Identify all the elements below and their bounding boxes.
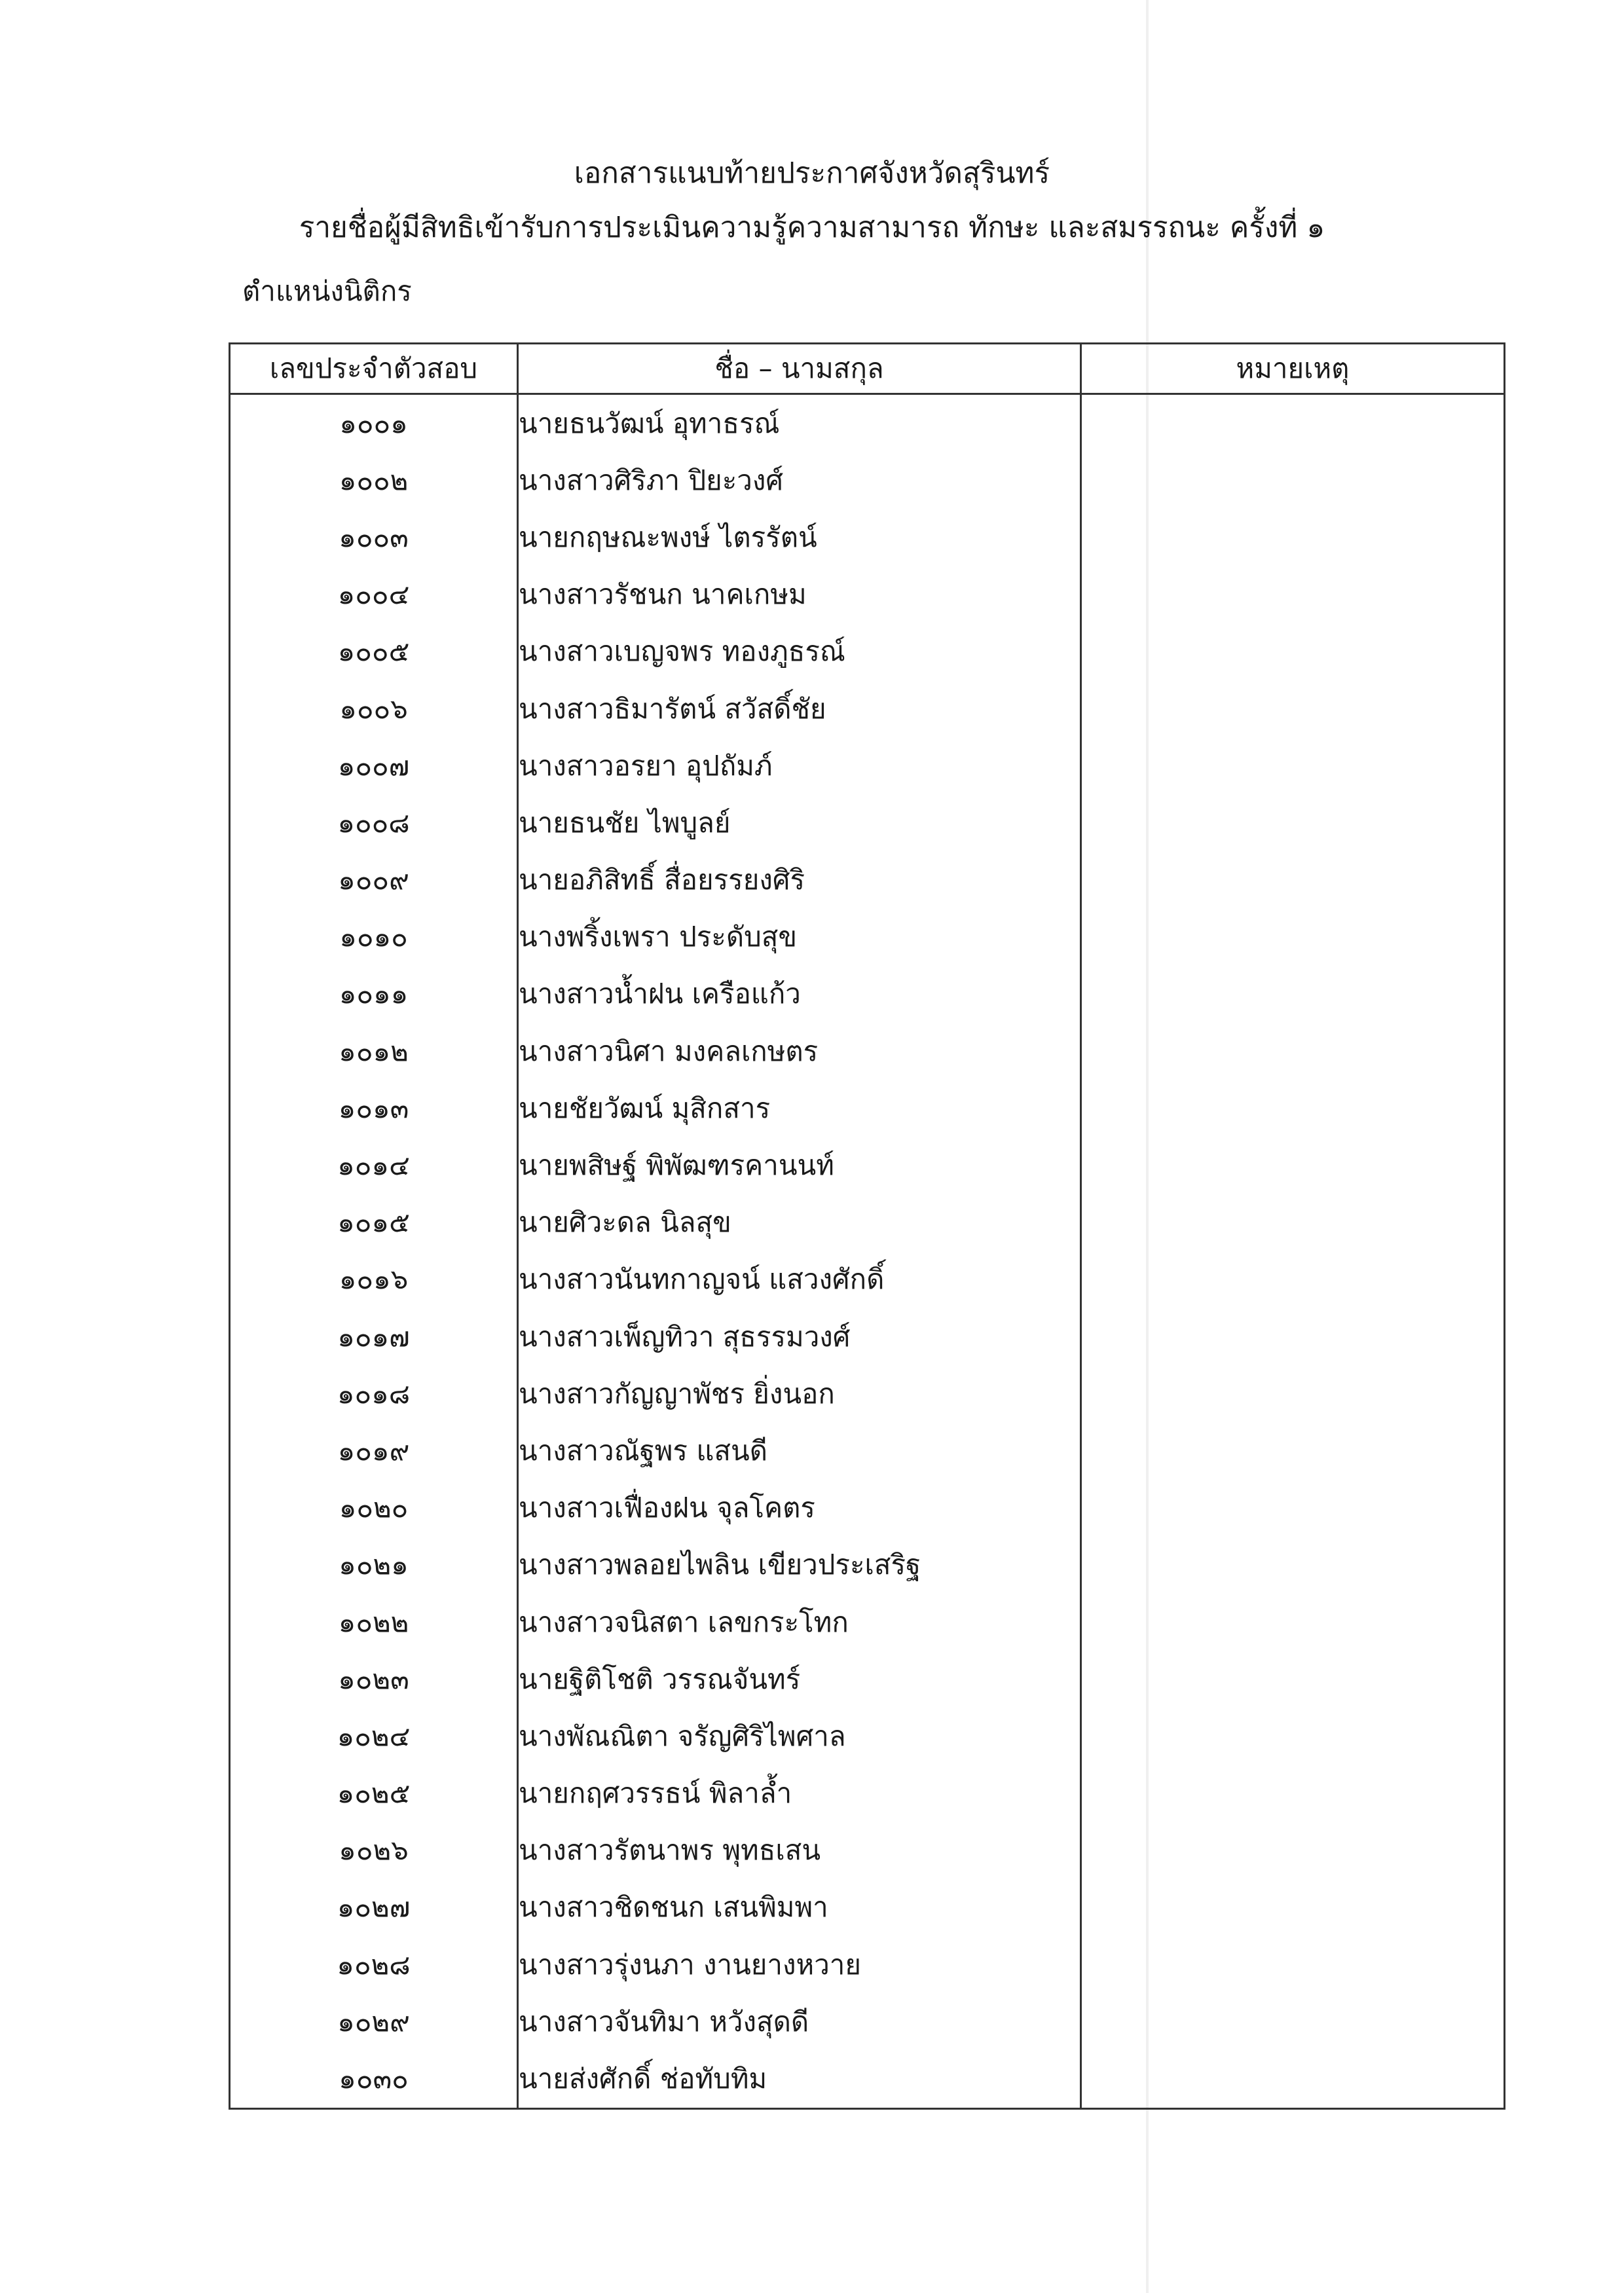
- table-row: [230, 1993, 1505, 2050]
- remarks-cell: [1081, 452, 1505, 509]
- document-title-line-1: เอกสารแนบท้ายประกาศจังหวัดสุรินทร์: [574, 156, 1050, 190]
- table-row: [230, 1594, 1505, 1651]
- document-title-line-2: รายชื่อผู้มีสิทธิเข้ารับการประเมินความรู้ความสามารถ ทักษะ และสมรรถนะ ครั้งที่ ๑: [299, 211, 1325, 244]
- remarks-cell: [1081, 966, 1505, 1023]
- full-name-cell: นางสาวชิดชนก เสนพิมพา: [518, 1879, 1081, 1936]
- column-header-exam-id: เลขประจำตัวสอบ: [230, 344, 518, 394]
- table-row: [230, 2050, 1505, 2108]
- table-row: [230, 1080, 1505, 1137]
- remarks-cell: [1081, 1251, 1505, 1308]
- remarks-cell: [1081, 1537, 1505, 1594]
- full-name-cell: นางสาวน้ำฝน เครือแก้ว: [518, 966, 1081, 1023]
- table-row: [230, 794, 1505, 851]
- table-row: [230, 509, 1505, 566]
- full-name-cell: นายพสิษฐ์ พิพัฒฑรคานนท์: [518, 1137, 1081, 1194]
- exam-id-cell: ๑๐๒๗: [230, 1879, 518, 1936]
- table-row: [230, 852, 1505, 909]
- table-row: [230, 1879, 1505, 1936]
- table-row: [230, 1137, 1505, 1194]
- full-name-cell: นายส่งศักดิ์ ช่อทับทิม: [518, 2050, 1081, 2108]
- table-row: [230, 1651, 1505, 1708]
- full-name-cell: นางสาวรัชนก นาคเกษม: [518, 566, 1081, 623]
- exam-id-cell: ๑๐๐๕: [230, 623, 518, 680]
- full-name-cell: นางสาวนิศา มงคลเกษตร: [518, 1023, 1081, 1080]
- exam-id-cell: ๑๐๑๙: [230, 1422, 518, 1479]
- full-name-cell: นายอภิสิทธิ์ สื่อยรรยงศิริ: [518, 852, 1081, 909]
- table-row: [230, 1308, 1505, 1365]
- table-row: [230, 566, 1505, 623]
- remarks-cell: [1081, 1080, 1505, 1137]
- table-row: [230, 1194, 1505, 1251]
- table-row: [230, 452, 1505, 509]
- full-name-cell: นางสาวธิมารัตน์ สวัสดิ์ชัย: [518, 680, 1081, 737]
- remarks-cell: [1081, 737, 1505, 794]
- exam-id-cell: ๑๐๐๖: [230, 680, 518, 737]
- full-name-cell: นางพัณณิตา จรัญศิริไพศาล: [518, 1708, 1081, 1765]
- table-row: [230, 1537, 1505, 1594]
- exam-id-cell: ๑๐๑๘: [230, 1365, 518, 1422]
- full-name-cell: นางสาวศิริภา ปิยะวงศ์: [518, 452, 1081, 509]
- remarks-cell: [1081, 623, 1505, 680]
- full-name-cell: นางสาวพลอยไพลิน เขียวประเสริฐ: [518, 1537, 1081, 1594]
- remarks-cell: [1081, 1993, 1505, 2050]
- table-row: [230, 1365, 1505, 1422]
- table-row: [230, 1822, 1505, 1879]
- remarks-cell: [1081, 1879, 1505, 1936]
- full-name-cell: นางสาวอรยา อุปถัมภ์: [518, 737, 1081, 794]
- exam-id-cell: ๑๐๓๐: [230, 2050, 518, 2108]
- remarks-cell: [1081, 2050, 1505, 2108]
- table-row: [230, 1251, 1505, 1308]
- full-name-cell: นางสาวรุ่งนภา งานยางหวาย: [518, 1936, 1081, 1993]
- remarks-cell: [1081, 852, 1505, 909]
- remarks-cell: [1081, 394, 1505, 452]
- exam-id-cell: ๑๐๑๗: [230, 1308, 518, 1365]
- exam-id-cell: ๑๐๐๗: [230, 737, 518, 794]
- exam-id-cell: ๑๐๐๙: [230, 852, 518, 909]
- remarks-cell: [1081, 566, 1505, 623]
- exam-id-cell: ๑๐๒๙: [230, 1993, 518, 2050]
- full-name-cell: นายกฤศวรรธน์ พิลาล้ำ: [518, 1765, 1081, 1822]
- column-header-remarks: หมายเหตุ: [1081, 344, 1505, 394]
- column-header-full-name: ชื่อ – นามสกุล: [518, 344, 1081, 394]
- exam-id-cell: ๑๐๒๓: [230, 1651, 518, 1708]
- table-row: [230, 909, 1505, 966]
- remarks-cell: [1081, 1822, 1505, 1879]
- exam-id-cell: ๑๐๐๔: [230, 566, 518, 623]
- remarks-cell: [1081, 1480, 1505, 1537]
- full-name-cell: นางสาวกัญญาพัชร ยิ่งนอก: [518, 1365, 1081, 1422]
- exam-id-cell: ๑๐๒๐: [230, 1480, 518, 1537]
- full-name-cell: นายธนวัฒน์ อุทาธรณ์: [518, 394, 1081, 452]
- remarks-cell: [1081, 680, 1505, 737]
- exam-id-cell: ๑๐๑๑: [230, 966, 518, 1023]
- full-name-cell: นายชัยวัฒน์ มุสิกสาร: [518, 1080, 1081, 1137]
- table-row: [230, 1765, 1505, 1822]
- full-name-cell: นางสาวเฟื่องฝน จุลโคตร: [518, 1480, 1081, 1537]
- full-name-cell: นางสาวจนิสตา เลขกระโทก: [518, 1594, 1081, 1651]
- table-row: [230, 1708, 1505, 1765]
- exam-id-cell: ๑๐๑๐: [230, 909, 518, 966]
- table-row: [230, 966, 1505, 1023]
- table-row: [230, 1936, 1505, 1993]
- table-row: [230, 1422, 1505, 1479]
- exam-id-cell: ๑๐๒๔: [230, 1708, 518, 1765]
- exam-id-cell: ๑๐๑๖: [230, 1251, 518, 1308]
- table-row: [230, 737, 1505, 794]
- remarks-cell: [1081, 1194, 1505, 1251]
- remarks-cell: [1081, 1365, 1505, 1422]
- remarks-cell: [1081, 1936, 1505, 1993]
- exam-id-cell: ๑๐๑๓: [230, 1080, 518, 1137]
- table-row: [230, 394, 1505, 452]
- position-label: ตำแหน่งนิติกร: [242, 275, 412, 307]
- full-name-cell: นายฐิติโชติ วรรณจันทร์: [518, 1651, 1081, 1708]
- full-name-cell: นางสาวรัตนาพร พุทธเสน: [518, 1822, 1081, 1879]
- candidate-table: [229, 342, 1505, 2110]
- full-name-cell: นางสาวณัฐพร แสนดี: [518, 1422, 1081, 1479]
- exam-id-cell: ๑๐๐๑: [230, 394, 518, 452]
- exam-id-cell: ๑๐๑๒: [230, 1023, 518, 1080]
- exam-id-cell: ๑๐๒๖: [230, 1822, 518, 1879]
- exam-id-cell: ๑๐๑๕: [230, 1194, 518, 1251]
- remarks-cell: [1081, 1308, 1505, 1365]
- table-row: [230, 1480, 1505, 1537]
- exam-id-cell: ๑๐๒๘: [230, 1936, 518, 1993]
- full-name-cell: นางสาวเพ็ญทิวา สุธรรมวงศ์: [518, 1308, 1081, 1365]
- exam-id-cell: ๑๐๐๓: [230, 509, 518, 566]
- table-row: [230, 680, 1505, 737]
- remarks-cell: [1081, 1594, 1505, 1651]
- full-name-cell: นายศิวะดล นิลสุข: [518, 1194, 1081, 1251]
- exam-id-cell: ๑๐๑๔: [230, 1137, 518, 1194]
- full-name-cell: นางพริ้งเพรา ประดับสุข: [518, 909, 1081, 966]
- remarks-cell: [1081, 1137, 1505, 1194]
- remarks-cell: [1081, 1023, 1505, 1080]
- exam-id-cell: ๑๐๐๒: [230, 452, 518, 509]
- remarks-cell: [1081, 1765, 1505, 1822]
- remarks-cell: [1081, 1651, 1505, 1708]
- remarks-cell: [1081, 1708, 1505, 1765]
- table-row: [230, 623, 1505, 680]
- exam-id-cell: ๑๐๐๘: [230, 794, 518, 851]
- exam-id-cell: ๑๐๒๕: [230, 1765, 518, 1822]
- full-name-cell: นางสาวจันทิมา หวังสุดดี: [518, 1993, 1081, 2050]
- exam-id-cell: ๑๐๒๑: [230, 1537, 518, 1594]
- exam-id-cell: ๑๐๒๒: [230, 1594, 518, 1651]
- remarks-cell: [1081, 1422, 1505, 1479]
- full-name-cell: นางสาวนันทกาญจน์ แสวงศักดิ์: [518, 1251, 1081, 1308]
- full-name-cell: นายกฤษณะพงษ์ ไตรรัตน์: [518, 509, 1081, 566]
- remarks-cell: [1081, 509, 1505, 566]
- full-name-cell: นางสาวเบญจพร ทองภูธรณ์: [518, 623, 1081, 680]
- table-header-row: [230, 344, 1505, 394]
- full-name-cell: นายธนชัย ไพบูลย์: [518, 794, 1081, 851]
- table-body: [230, 394, 1505, 2109]
- table-row: [230, 1023, 1505, 1080]
- remarks-cell: [1081, 909, 1505, 966]
- remarks-cell: [1081, 794, 1505, 851]
